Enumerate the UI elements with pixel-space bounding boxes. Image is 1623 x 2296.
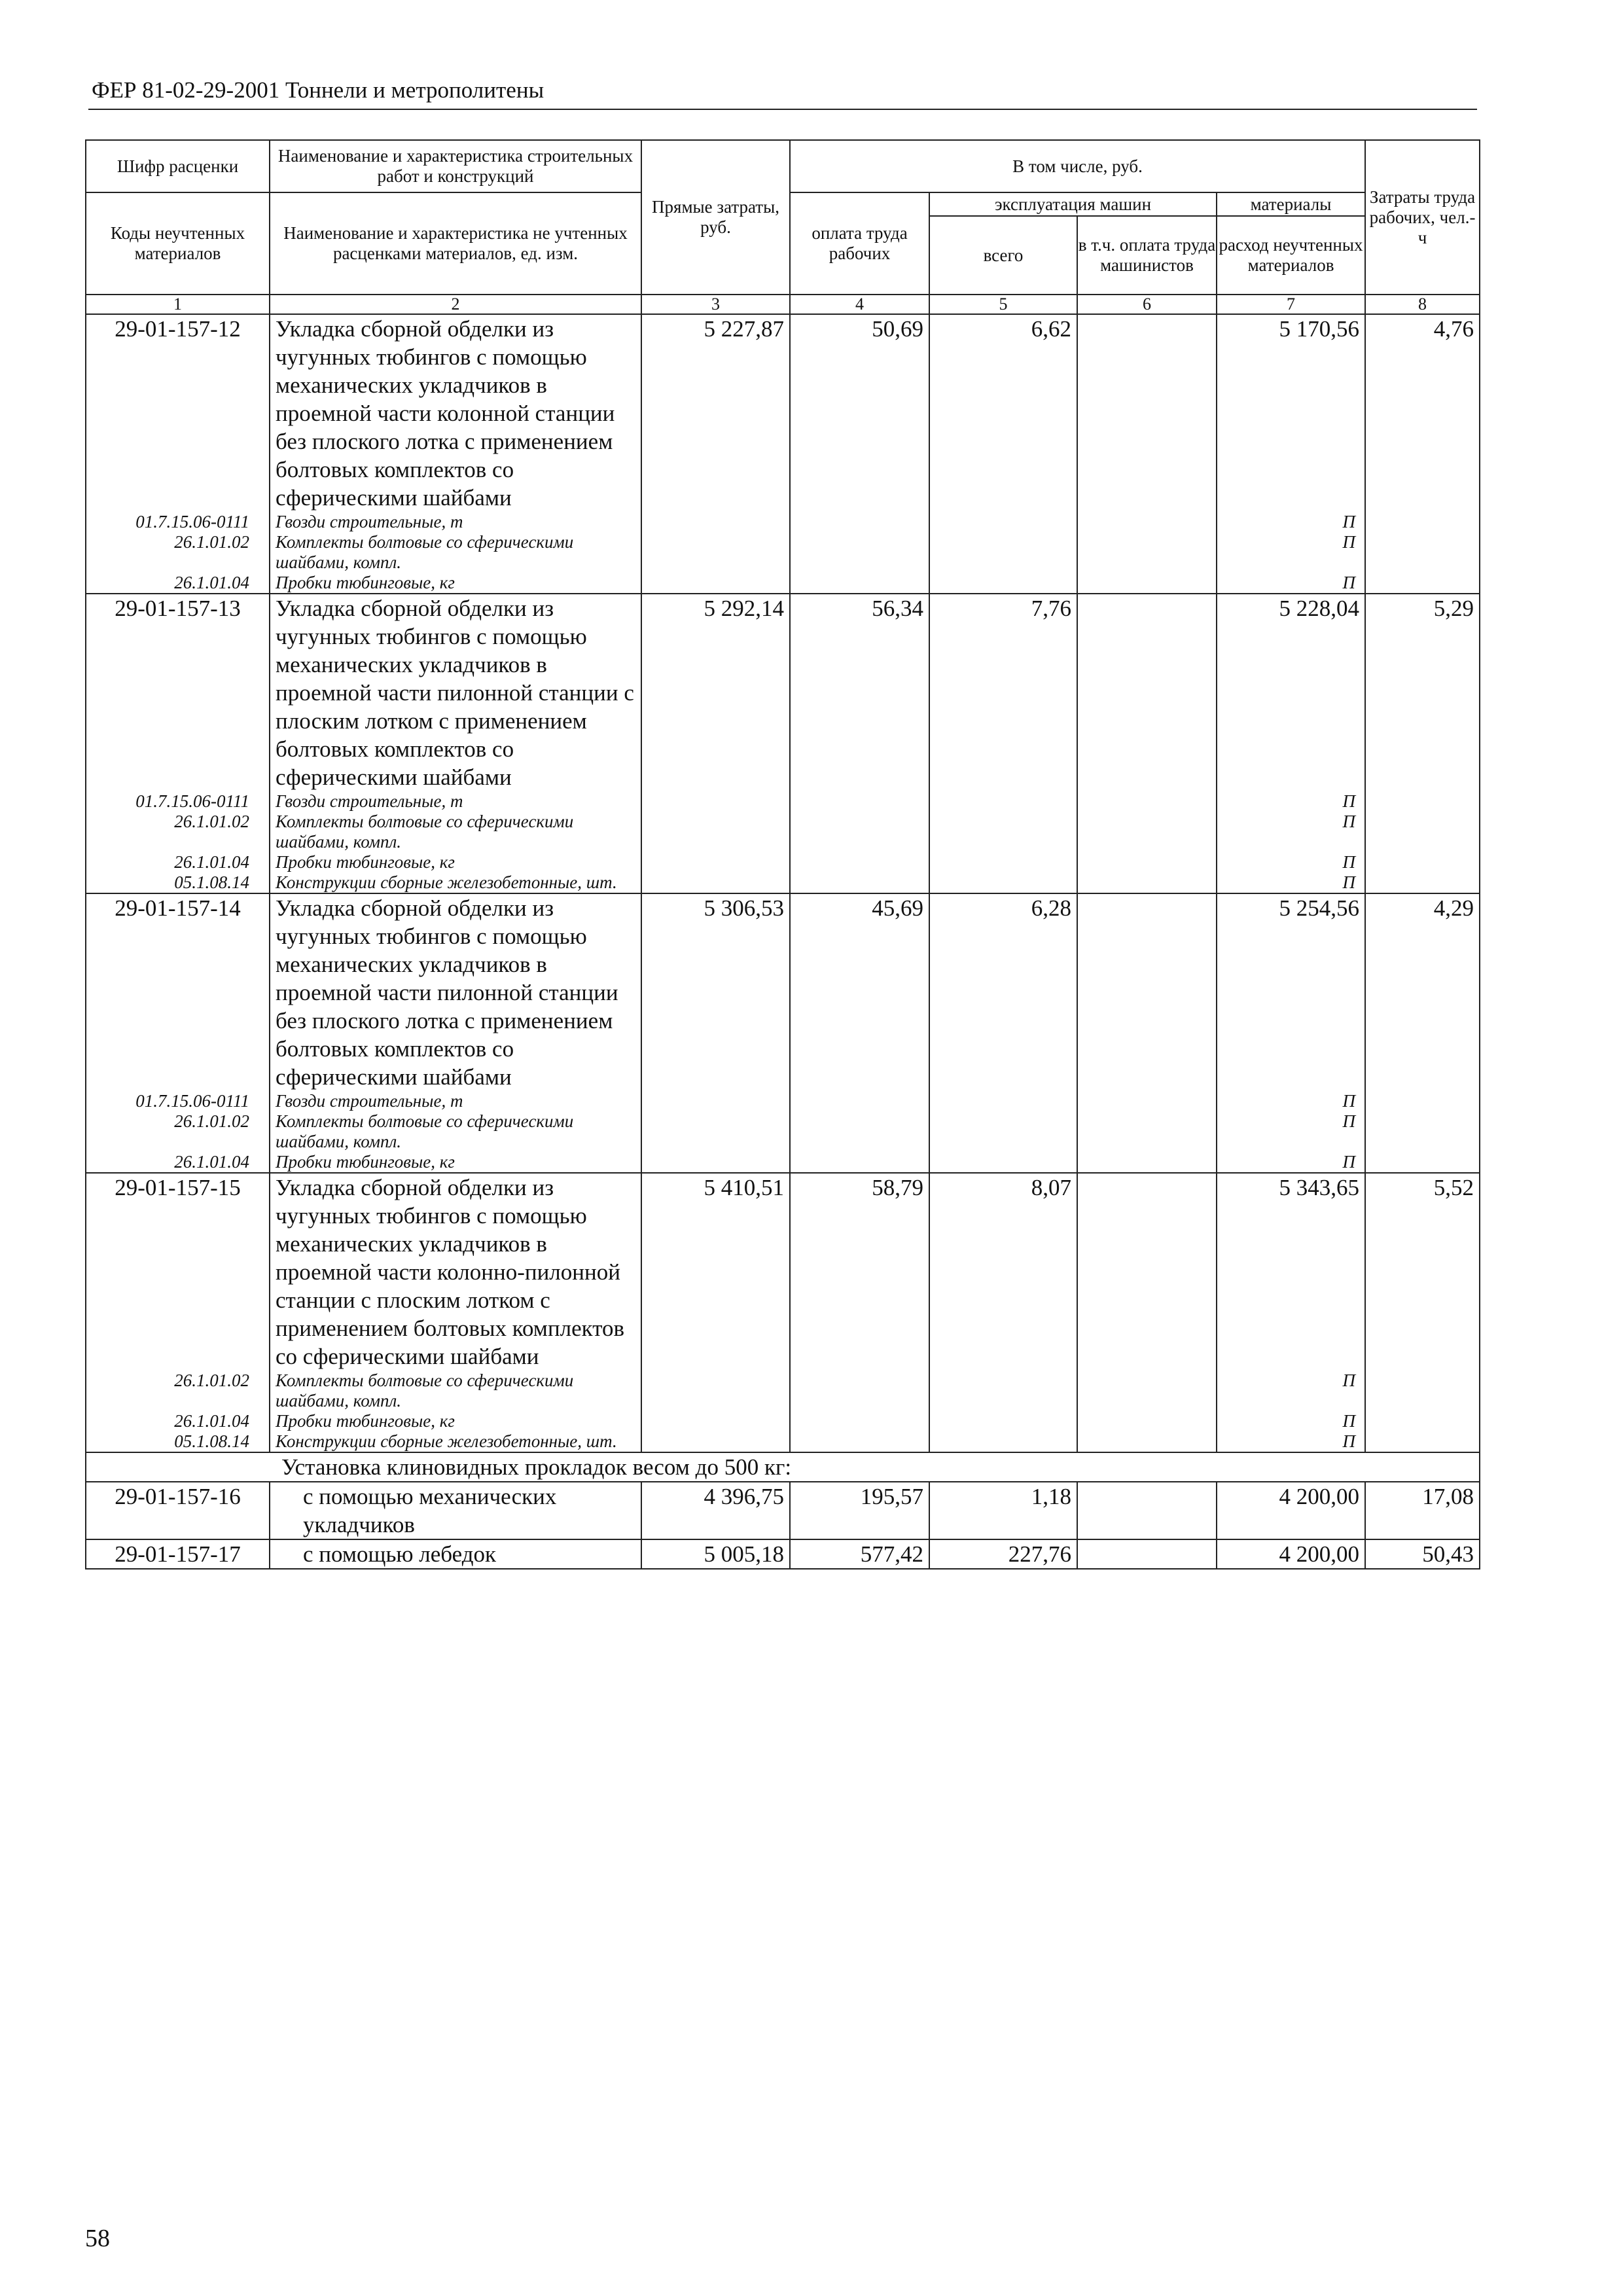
column-number: 7 [1217,295,1365,314]
material-code: 26.1.01.02 [86,1371,270,1411]
wages: 58,79 [790,1173,929,1371]
material-name: Гвозди строительные, т [270,1091,641,1111]
empty-cell [1365,1431,1480,1452]
empty-cell [641,852,790,872]
materials-cost: 4 200,00 [1217,1539,1365,1569]
machines-wages [1077,1482,1217,1539]
column-number: 3 [641,295,790,314]
empty-cell [790,1111,929,1152]
machines-wages [1077,314,1217,512]
empty-cell [641,532,790,573]
machines-total: 8,07 [929,1173,1077,1371]
empty-cell [1077,872,1217,893]
machines-total: 7,76 [929,594,1077,791]
rate-code: 29-01-157-12 [86,314,270,512]
labor-costs: 5,52 [1365,1173,1480,1371]
material-name: Комплекты болтовые со сферическими шайбами, компл. [270,812,641,852]
empty-cell [1077,1091,1217,1111]
material-mark: П [1217,512,1365,532]
machines-wages [1077,893,1217,1091]
direct-costs: 5 306,53 [641,893,790,1091]
empty-cell [1365,1411,1480,1431]
material-row [86,812,1480,852]
rate-code: 29-01-157-16 [86,1482,270,1539]
empty-cell [1077,852,1217,872]
material-name: Пробки тюбинговые, кг [270,1152,641,1173]
column-number: 6 [1077,295,1217,314]
material-row [86,573,1480,594]
materials-cost: 5 228,04 [1217,594,1365,791]
empty-cell [929,1371,1077,1411]
material-mark: П [1217,532,1365,573]
material-row [86,1431,1480,1452]
empty-cell [929,872,1077,893]
header-rule [88,109,1477,110]
empty-cell [790,791,929,812]
direct-costs: 5 005,18 [641,1539,790,1569]
page-number: 58 [85,2225,110,2252]
material-row [86,532,1480,573]
material-code: 26.1.01.02 [86,812,270,852]
rate-name: Укладка сборной обделки из чугунных тюбингов с помощью механических укладчиков в проемной части пилонной станции с плоским лотком с применением болтовых комплектов со сферическими шайбами [270,594,641,791]
material-code: 05.1.08.14 [86,872,270,893]
material-row [86,852,1480,872]
material-code: 26.1.01.04 [86,1152,270,1173]
material-row [86,1371,1480,1411]
rate-name: с помощью механических укладчиков [270,1482,641,1539]
header-materials-sub: расход неучтенных материалов [1217,216,1365,295]
material-mark: П [1217,1411,1365,1431]
material-name: Конструкции сборные железобетонные, шт. [270,872,641,893]
rate-name: с помощью лебедок [270,1539,641,1569]
material-code: 26.1.01.02 [86,532,270,573]
materials-cost: 5 170,56 [1217,314,1365,512]
material-code: 05.1.08.14 [86,1431,270,1452]
header-wages: оплата труда рабочих [790,192,929,295]
material-row [86,791,1480,812]
empty-cell [1077,512,1217,532]
empty-cell [641,1111,790,1152]
material-mark: П [1217,573,1365,594]
empty-cell [790,852,929,872]
empty-cell [1077,791,1217,812]
rate-name: Укладка сборной обделки из чугунных тюбингов с помощью механических укладчиков в проемной части колонно-пилонной станции с плоским лотком с применением болтовых комплектов со сферическими шайбами [270,1173,641,1371]
column-number: 5 [929,295,1077,314]
header-codes: Коды неучтенных материалов [86,192,270,295]
header-including: В том числе, руб. [790,140,1365,192]
machines-wages [1077,1173,1217,1371]
materials-cost: 4 200,00 [1217,1482,1365,1539]
wages: 577,42 [790,1539,929,1569]
column-number-row [86,295,1480,314]
empty-cell [1365,1152,1480,1173]
empty-cell [929,512,1077,532]
empty-cell [790,1431,929,1452]
materials-cost: 5 343,65 [1217,1173,1365,1371]
material-name: Пробки тюбинговые, кг [270,1411,641,1431]
empty-cell [790,573,929,594]
material-code: 26.1.01.02 [86,1111,270,1152]
empty-cell [929,1411,1077,1431]
empty-cell [790,1371,929,1411]
machines-total: 227,76 [929,1539,1077,1569]
wages: 195,57 [790,1482,929,1539]
rate-code: 29-01-157-17 [86,1539,270,1569]
material-code: 01.7.15.06-0111 [86,791,270,812]
empty-cell [790,532,929,573]
empty-cell [1365,872,1480,893]
direct-costs: 5 227,87 [641,314,790,512]
column-number: 1 [86,295,270,314]
labor-costs: 4,76 [1365,314,1480,512]
empty-cell [641,872,790,893]
rate-code: 29-01-157-14 [86,893,270,1091]
material-mark: П [1217,791,1365,812]
machines-total: 6,62 [929,314,1077,512]
empty-cell [929,1152,1077,1173]
rates-table [85,139,1480,1570]
labor-costs: 17,08 [1365,1482,1480,1539]
rate-row [86,1482,1480,1539]
direct-costs: 5 410,51 [641,1173,790,1371]
empty-cell [929,812,1077,852]
empty-cell [1365,791,1480,812]
empty-cell [1365,532,1480,573]
rate-row [86,1539,1480,1569]
empty-cell [790,1411,929,1431]
material-code: 26.1.01.04 [86,852,270,872]
column-number: 2 [270,295,641,314]
empty-cell [1077,812,1217,852]
empty-cell [641,1371,790,1411]
empty-cell [790,1091,929,1111]
column-number: 8 [1365,295,1480,314]
material-name: Гвозди строительные, т [270,512,641,532]
empty-cell [641,812,790,852]
material-name: Пробки тюбинговые, кг [270,852,641,872]
labor-costs: 50,43 [1365,1539,1480,1569]
wages: 45,69 [790,893,929,1091]
empty-cell [1365,1371,1480,1411]
material-mark: П [1217,812,1365,852]
material-mark: П [1217,1091,1365,1111]
materials-cost: 5 254,56 [1217,893,1365,1091]
empty-cell [1077,532,1217,573]
empty-cell [1365,852,1480,872]
empty-cell [790,872,929,893]
rate-row [86,893,1480,1091]
header-materials: материалы [1217,192,1365,216]
rate-name: Укладка сборной обделки из чугунных тюбингов с помощью механических укладчиков в проемной части колонной станции без плоского лотка с применением болтовых комплектов со сферическими шайбами [270,314,641,512]
empty-cell [1365,512,1480,532]
rate-row [86,1173,1480,1371]
machines-wages [1077,1539,1217,1569]
labor-costs: 4,29 [1365,893,1480,1091]
material-row [86,512,1480,532]
column-number: 4 [790,295,929,314]
header-direct-costs: Прямые затраты, руб. [641,140,790,295]
empty-cell [1077,1411,1217,1431]
empty-cell [929,1111,1077,1152]
material-row [86,1091,1480,1111]
empty-cell [641,573,790,594]
rate-name: Укладка сборной обделки из чугунных тюбингов с помощью механических укладчиков в проемной части пилонной станции без плоского лотка с применением болтовых комплектов со сферическими шайбами [270,893,641,1091]
direct-costs: 4 396,75 [641,1482,790,1539]
empty-cell [641,1431,790,1452]
machines-wages [1077,594,1217,791]
material-row [86,872,1480,893]
material-mark: П [1217,1111,1365,1152]
subheading-row [86,1452,1480,1482]
material-name: Пробки тюбинговые, кг [270,573,641,594]
material-name: Комплекты болтовые со сферическими шайбами, компл. [270,532,641,573]
material-mark: П [1217,1371,1365,1411]
material-row [86,1411,1480,1431]
material-code: 26.1.01.04 [86,1411,270,1431]
material-name: Гвозди строительные, т [270,791,641,812]
header-name-top: Наименование и характеристика строительных работ и конструкций [270,140,641,192]
rate-row [86,314,1480,512]
labor-costs: 5,29 [1365,594,1480,791]
empty-cell [1077,1371,1217,1411]
empty-cell [641,1091,790,1111]
empty-cell [641,1411,790,1431]
material-mark: П [1217,872,1365,893]
empty-cell [1077,1111,1217,1152]
empty-cell [929,791,1077,812]
empty-cell [929,1091,1077,1111]
empty-cell [641,512,790,532]
material-code: 01.7.15.06-0111 [86,1091,270,1111]
header-labor: Затраты труда рабочих, чел.-ч [1365,140,1480,295]
machines-total: 6,28 [929,893,1077,1091]
empty-cell [790,812,929,852]
material-code: 26.1.01.04 [86,573,270,594]
empty-cell [1077,573,1217,594]
empty-cell [1077,1152,1217,1173]
empty-cell [1365,1111,1480,1152]
machines-total: 1,18 [929,1482,1077,1539]
material-row [86,1152,1480,1173]
page-header-title: ФЕР 81-02-29-2001 Тоннели и метрополитены [92,77,544,103]
empty-cell [1077,1431,1217,1452]
empty-cell [929,1431,1077,1452]
material-row [86,1111,1480,1152]
material-name: Комплекты болтовые со сферическими шайбами, компл. [270,1371,641,1411]
rate-row [86,594,1480,791]
material-mark: П [1217,1431,1365,1452]
header-machines-wages: в т.ч. оплата труда машинистов [1077,216,1217,295]
rate-code: 29-01-157-15 [86,1173,270,1371]
subheading: Установка клиновидных прокладок весом до 500 кг: [86,1452,1480,1482]
empty-cell [929,573,1077,594]
material-mark: П [1217,1152,1365,1173]
empty-cell [790,1152,929,1173]
header-name-bottom: Наименование и характеристика не учтенных расценками материалов, ед. изм. [270,192,641,295]
material-name: Комплекты болтовые со сферическими шайбами, компл. [270,1111,641,1152]
empty-cell [790,512,929,532]
material-name: Конструкции сборные железобетонные, шт. [270,1431,641,1452]
header-cipher: Шифр расценки [86,140,270,192]
header-machines: эксплуатация машин [929,192,1217,216]
material-mark: П [1217,852,1365,872]
direct-costs: 5 292,14 [641,594,790,791]
material-code: 01.7.15.06-0111 [86,512,270,532]
empty-cell [1365,573,1480,594]
wages: 56,34 [790,594,929,791]
rate-code: 29-01-157-13 [86,594,270,791]
empty-cell [1365,812,1480,852]
header-machines-total: всего [929,216,1077,295]
empty-cell [1365,1091,1480,1111]
empty-cell [641,1152,790,1173]
empty-cell [641,791,790,812]
empty-cell [929,852,1077,872]
wages: 50,69 [790,314,929,512]
empty-cell [929,532,1077,573]
